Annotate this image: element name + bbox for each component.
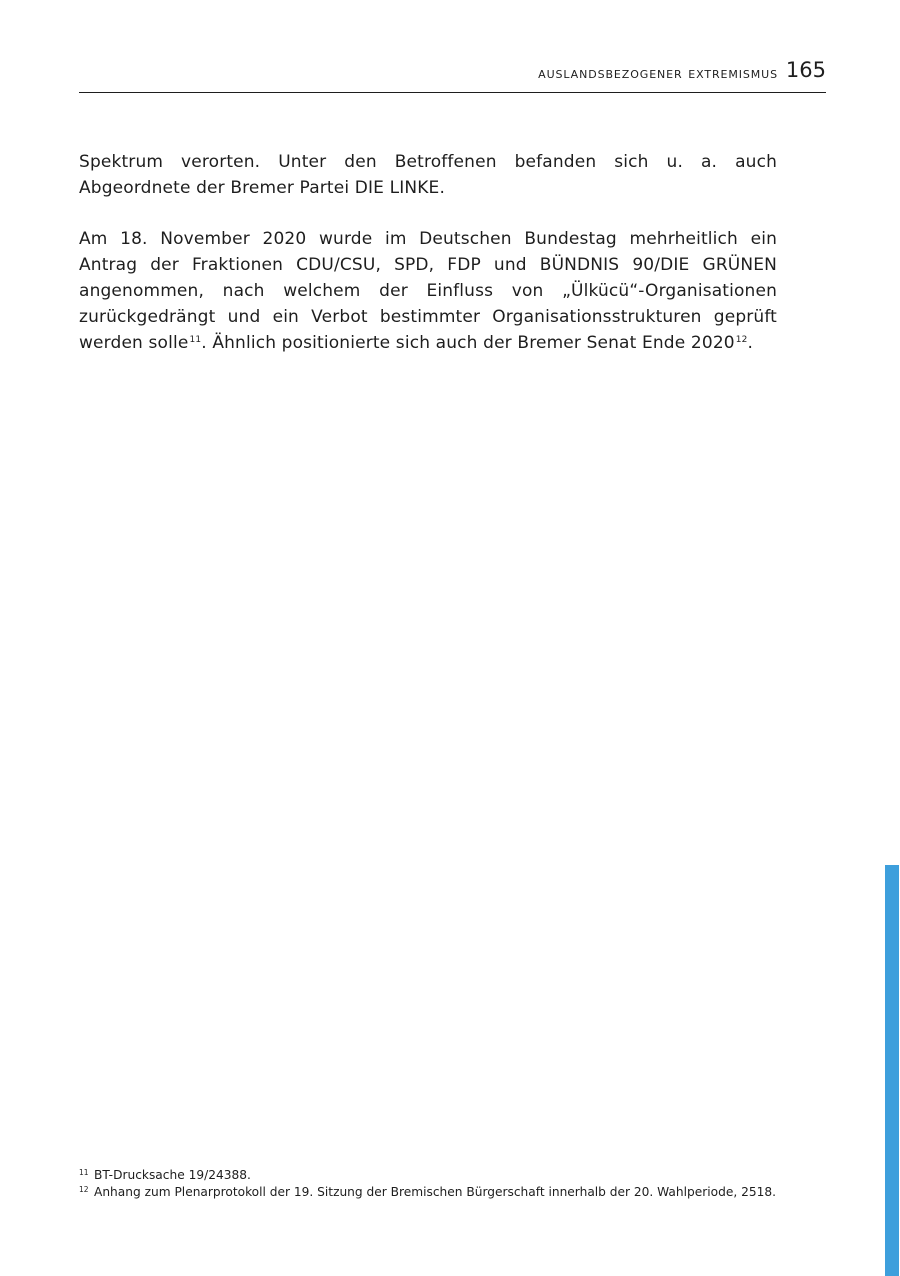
chapter-side-tab (885, 865, 899, 1276)
running-header (79, 58, 826, 93)
footnote (79, 1167, 819, 1184)
paragraph: Spektrum verorten. Unter den Betroffenen befanden sich u. a. auch Abgeordnete der Bremer Partei DIE LINKE. (79, 152, 777, 198)
section-title: auslandsbezogener extremismus (538, 64, 778, 82)
paragraph-text: Am 18. November 2020 wurde im Deutschen Bundestag mehrheitlich ein Antrag der Fraktionen CDU/CSU, SPD, FDP und BÜNDNIS 90/DIE GRÜNEN angenommen, nach welchem der Einfluss von „Ülkücü“-Organisationen zurückgedrängt und ein Verbot bestimmter Organisationsstrukturen geprüft werden solle (79, 229, 777, 353)
footnote-reference[interactable]: 11 (189, 334, 202, 345)
body-text (79, 150, 777, 382)
footnote-reference[interactable]: 12 (735, 334, 748, 345)
footnote-marker: 12 (79, 1185, 89, 1194)
footnote-marker: 11 (79, 1168, 89, 1177)
footnote (79, 1184, 819, 1201)
paragraph-text: . Ähnlich positionierte sich auch der Bremer Senat Ende 2020 (201, 332, 735, 353)
page-number: 165 (785, 58, 826, 82)
footnote-text: Anhang zum Plenarprotokoll der 19. Sitzung der Bremischen Bürgerschaft innerhalb der 20. Wahlperiode, 2518. (94, 1185, 776, 1199)
paragraph-text: . (747, 332, 754, 353)
paragraph (79, 227, 777, 356)
footnote-text: BT-Drucksache 19/24388. (94, 1168, 251, 1182)
footnotes (79, 1167, 819, 1201)
